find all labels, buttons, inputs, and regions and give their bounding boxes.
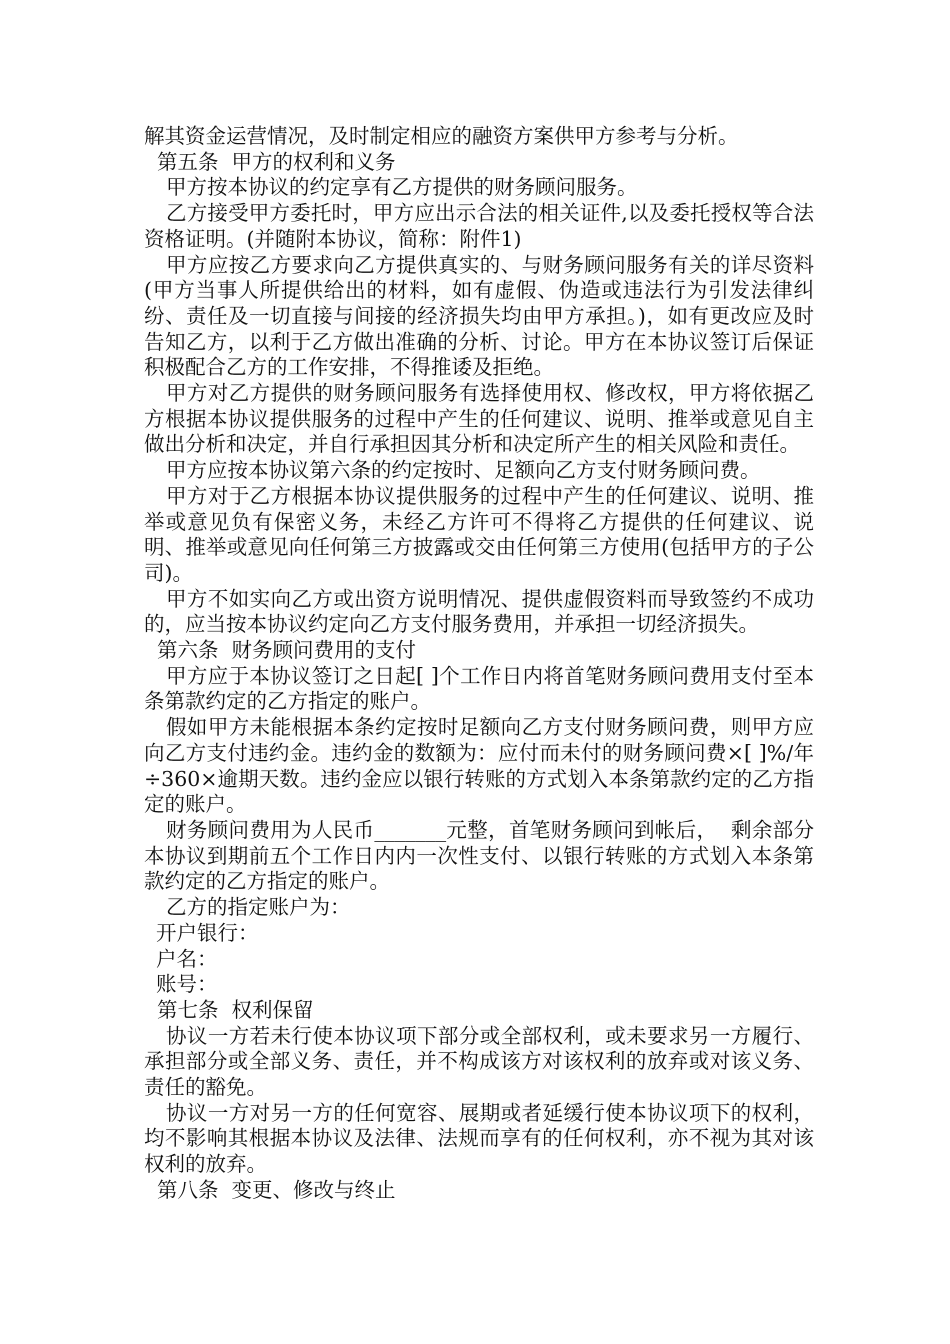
paragraph: 甲方应按本协议第六条的约定按时、足额向乙方支付财务顾问费。	[166, 458, 761, 483]
paragraph: 协议一方对另一方的任何宽容、展期或者延缓行使本协议项下的权利，均不影响其根据本协议及法律、法规而享有的任何权利，亦不视为其对该权利的放弃。	[144, 1100, 814, 1177]
paragraph: 甲方对乙方提供的财务顾问服务有选择使用权、修改权，甲方将依据乙方根据本协议提供服务的过程中产生的任何建议、说明、推举或意见自主做出分析和决定，并自行承担因其分析和决定所产生的相关风险和责任。	[144, 381, 814, 457]
paragraph: 甲方对于乙方根据本协议提供服务的过程中产生的任何建议、说明、推举或意见负有保密义务，未经乙方许可不得将乙方提供的任何建议、说明、推举或意见向任何第三方披露或交由任何第三方使用(包括甲方的子公司)。	[144, 483, 814, 585]
section-heading: 第六条 财务顾问费用的支付	[157, 638, 417, 663]
paragraph: 乙方的指定账户为：	[166, 895, 351, 920]
document-body	[144, 124, 814, 1204]
paragraph: 甲方应按乙方要求向乙方提供真实的、与财务顾问服务有关的详尽资料(甲方当事人所提供给出的材料，如有虚假、伪造或违法行为引发法律纠纷、责任及一切直接与间接的经济损失均由甲方承担。)，如有更改应及时告知乙方，以利于乙方做出准确的分析、讨论。甲方在本协议签订后保证积极配合乙方的工作安排，不得推诿及拒绝。	[144, 252, 814, 380]
account-bank-line: 开户银行：	[156, 920, 259, 945]
paragraph: 乙方接受甲方委托时，甲方应出示合法的相关证件,以及委托授权等合法资格证明。(并随附本协议，简称：附件1)	[144, 201, 814, 251]
paragraph: 甲方应于本协议签订之日起[ ]个工作日内将首笔财务顾问费用支付至本条第款约定的乙方指定的账户。	[144, 663, 814, 714]
section-heading: 第七条 权利保留	[157, 997, 314, 1022]
paragraph: 假如甲方未能根据本条约定按时足额向乙方支付财务顾问费，则甲方应向乙方支付违约金。违约金的数额为：应付而未付的财务顾问费×[ ]%/年÷360×逾期天数。违约金应以银行转账的方式划入本条第款约定的乙方指定的账户。	[144, 715, 814, 817]
section-heading: 第八条 变更、修改与终止	[157, 1177, 396, 1202]
section-heading: 第五条 甲方的权利和义务	[157, 149, 396, 174]
paragraph: 甲方按本协议的约定享有乙方提供的财务顾问服务。	[166, 175, 638, 200]
account-number-line: 账号：	[156, 972, 218, 997]
paragraph: 解其资金运营情况，及时制定相应的融资方案供甲方参考与分析。	[144, 124, 739, 148]
paragraph: 财务顾问费用为人民币_______元整，首笔财务顾问到帐后， 剩余部分本协议到期前五个工作日内内一次性支付、以银行转账的方式划入本条第款约定的乙方指定的账户。	[144, 817, 814, 894]
paragraph: 协议一方若未行使本协议项下部分或全部权利，或未要求另一方履行、承担部分或全部义务、责任，并不构成该方对该权利的放弃或对该义务、责任的豁免。	[144, 1023, 814, 1100]
paragraph: 甲方不如实向乙方或出资方说明情况、提供虚假资料而导致签约不成功的，应当按本协议约定向乙方支付服务费用，并承担一切经济损失。	[144, 586, 814, 637]
account-name-line: 户名：	[156, 946, 218, 971]
